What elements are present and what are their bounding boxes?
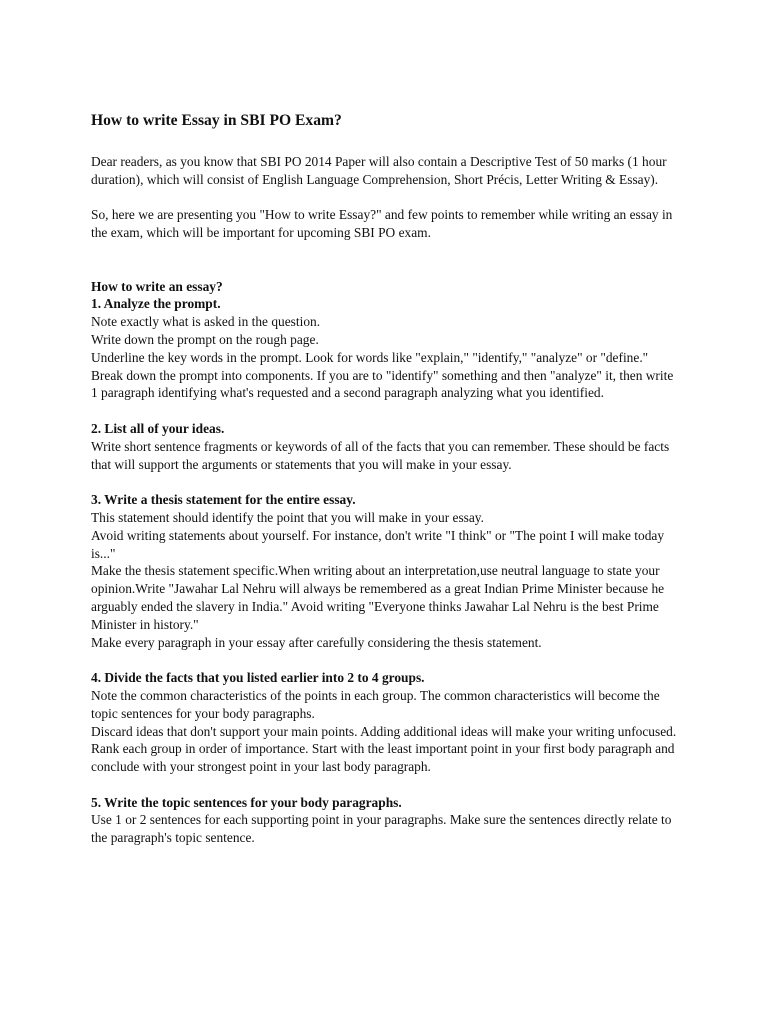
section-heading-thesis-statement: 3. Write a thesis statement for the entire essay. [91,492,356,508]
section-thesis-statement [91,491,683,651]
section-line: Avoid writing statements about yourself. For instance, don't write "I think" or "The point I will make today is..." [91,527,665,561]
section-topic-sentences [91,794,683,847]
section-line: Discard ideas that don't support your main points. Adding additional ideas will make your writing unfocused. [91,723,677,739]
page-title: How to write Essay in SBI PO Exam? [91,112,342,129]
document-content [91,111,683,865]
section-line: Break down the prompt into components. If you are to "identify" something and then "analyze" it, then write 1 paragraph identifying what's requested and a second paragraph analyzing what you identified. [91,367,674,401]
section-analyze-prompt [91,278,683,403]
section-line: Write down the prompt on the rough page. [91,331,319,347]
section-line: Rank each group in order of importance. Start with the least important point in your first body paragraph and conclude with your strongest point in your last body paragraph. [91,741,675,775]
section-line: Use 1 or 2 sentences for each supporting point in your paragraphs. Make sure the sentences directly relate to the paragraph's topic sentence. [91,812,672,846]
intro-paragraph-2: So, here we are presenting you "How to write Essay?" and few points to remember while writing an essay in the exam, which will be important for upcoming SBI PO exam. [91,207,673,241]
section-list-ideas [91,420,683,473]
section-line: This statement should identify the point that you will make in your essay. [91,509,484,525]
section-line: Make every paragraph in your essay after carefully considering the thesis statement. [91,634,542,650]
section-heading-how-to-write: How to write an essay? [91,278,223,294]
section-divide-facts [91,669,683,776]
section-line: Note exactly what is asked in the question. [91,314,321,330]
section-heading-divide-facts: 4. Divide the facts that you listed earlier into 2 to 4 groups. [91,670,425,686]
section-heading-analyze-prompt: 1. Analyze the prompt. [91,296,221,312]
section-line: Make the thesis statement specific.When writing about an interpretation,use neutral language to state your opinion.Write "Jawahar Lal Nehru will always be remembered as a great Indian Prime Minister because he arguably ended the slavery in India." Avoid writing "Everyone thinks Jawahar Lal Nehru is the best Prime Minister in history." [91,563,665,632]
intro-paragraph-1: Dear readers, as you know that SBI PO 2014 Paper will also contain a Descriptive Test of 50 marks (1 hour duration), which will consist of English Language Comprehension, Short Précis, Letter Writing & Essay). [91,154,667,187]
section-line: Write short sentence fragments or keywords of all of the facts that you can remember. These should be facts that will support the arguments or statements that you will make in your essay. [91,438,670,472]
section-line: Note the common characteristics of the points in each group. The common characteristics will become the topic sentences for your body paragraphs. [91,687,660,721]
section-heading-topic-sentences: 5. Write the topic sentences for your body paragraphs. [91,794,402,810]
section-heading-list-ideas: 2. List all of your ideas. [91,420,225,436]
section-line: Underline the key words in the prompt. Look for words like "explain," "identify," "analyze" or "define." [91,349,649,365]
